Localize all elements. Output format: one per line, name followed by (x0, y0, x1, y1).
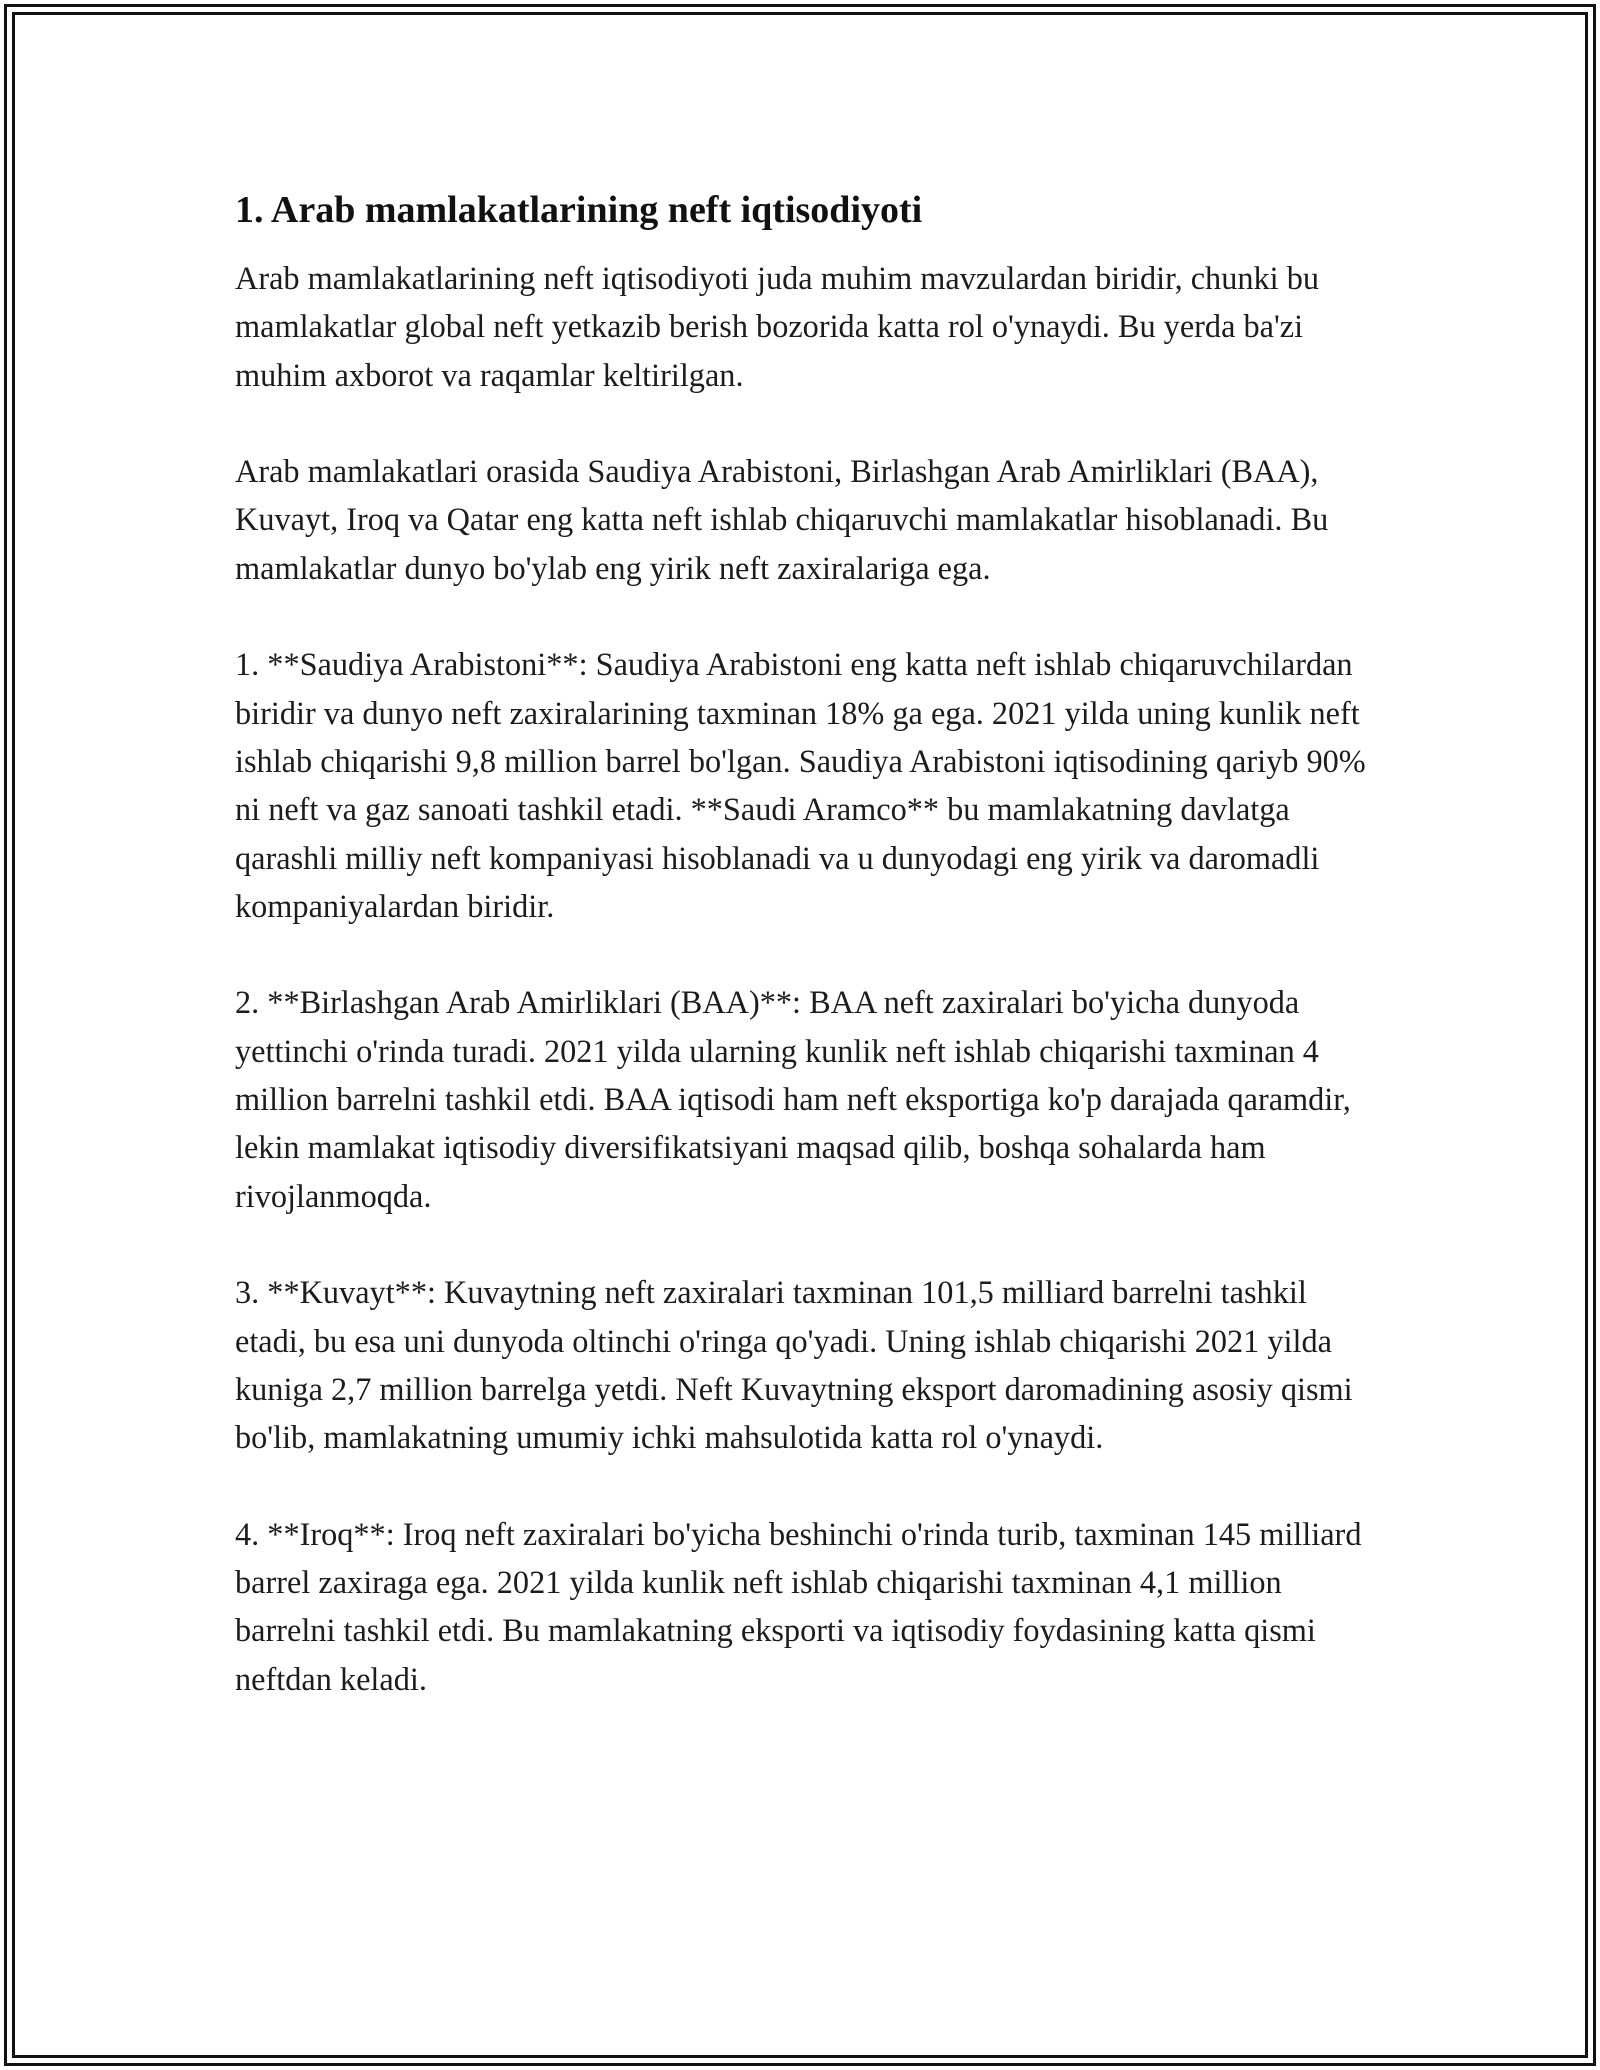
paragraph-saudi-arabia: 1. **Saudiya Arabistoni**: Saudiya Arabistoni eng katta neft ishlab chiqaruvchilardan biridir va dunyo neft zaxiralarining taxminan 18% ga ega. 2021 yilda uning kunlik neft ishlab chiqarishi 9,8 million barrel bo'lgan. Saudiya Arabistoni iqtisodining qariyb 90% ni neft va gaz sanoati tashkil etadi. **Saudi Aramco** bu mamlakatning davlatga qarashli milliy neft kompaniyasi hisoblanadi va u dunyodagi eng yirik va daromadli kompaniyalardan biridir. (235, 646, 1366, 924)
paragraph-kuwait: 3. **Kuvayt**: Kuvaytning neft zaxiralari taxminan 101,5 milliard barrelni tashkil etadi, bu esa uni dunyoda oltinchi o'ringa qo'yadi. Uning ishlab chiqarishi 2021 yilda kuniga 2,7 million barrelga yetdi. Neft Kuvaytning eksport daromadining asosiy qismi bo'lib, mamlakatning umumiy ichki mahsulotida katta rol o'ynaydi. (235, 1274, 1353, 1456)
section-heading: 1. Arab mamlakatlarining neft iqtisodiyoti (235, 189, 923, 231)
paragraph-uae: 2. **Birlashgan Arab Amirliklari (BAA)**: BAA neft zaxiralari bo'yicha dunyoda yettinchi o'rinda turadi. 2021 yilda ularning kunlik neft ishlab chiqarishi taxminan 4 million barrelni tashkil etdi. BAA iqtisodi ham neft eksportiga ko'p darajada qaramdir, lekin mamlakat iqtisodiy diversifikatsiyani maqsad qilib, boshqa sohalarda ham rivojlanmoqda. (235, 984, 1351, 1214)
paragraph-iraq: 4. **Iroq**: Iroq neft zaxiralari bo'yicha beshinchi o'rinda turib, taxminan 145 milliard barrel zaxiraga ega. 2021 yilda kunlik neft ishlab chiqarishi taxminan 4,1 million barrelni tashkil etdi. Bu mamlakatning eksporti va iqtisodiy foydasining katta qismi neftdan keladi. (235, 1515, 1362, 1697)
document-body (235, 186, 1375, 1703)
paragraph-intro: Arab mamlakatlarining neft iqtisodiyoti juda muhim mavzulardan biridir, chunki bu mamlakatlar global neft yetkazib berish bozorida katta rol o'ynaydi. Bu yerda ba'zi muhim axborot va raqamlar keltirilgan. (235, 260, 1319, 393)
paragraph-producers: Arab mamlakatlari orasida Saudiya Arabistoni, Birlashgan Arab Amirliklari (BAA), Kuvayt, Iroq va Qatar eng katta neft ishlab chiqaruvchi mamlakatlar hisoblanadi. Bu mamlakatlar dunyo bo'ylab eng yirik neft zaxiralariga ega. (235, 453, 1329, 586)
